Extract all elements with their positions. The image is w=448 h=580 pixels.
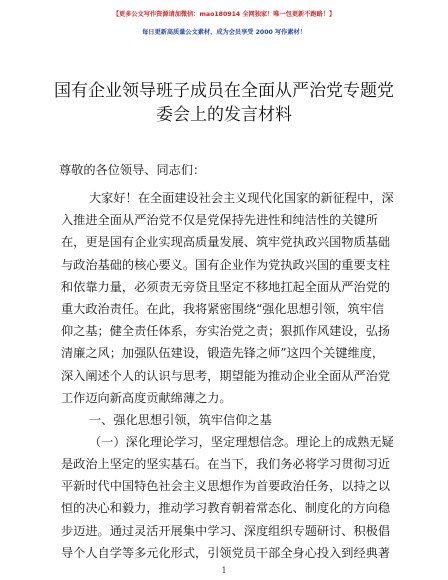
intro-line: 和依靠力量，必须责无旁贷且坚定不移地扛起全面从严治党的 [61, 280, 391, 294]
intro-line: 深入阐述个人的认识与思考，期望能为推动企业全面从严治党 [61, 369, 391, 383]
page-number: 1 [221, 566, 227, 575]
intro-line: 在，更是国有企业实现高质量发展、筑牢党执政兴国物质基础 [61, 235, 391, 249]
salutation: 尊敬的各位领导、同志们： [59, 163, 206, 177]
promo-banner-line-2: 每日更新高质量公文素材，成为会员享受 2000 写作素材！ [142, 29, 306, 36]
document-title-line-1: 国有企业领导班子成员在全面从严治党专题党 [54, 81, 394, 101]
subsection-line: 是政治上坚定的坚实基石。在当下，我们务必将学习贯彻习近 [61, 457, 391, 471]
promo-banner-line-1: 【更多公文写作资源请加微信：mao180914 全网独家！唯一包更新不跑路！】 [112, 11, 336, 18]
subsection-line: 导个人自学等多元化形式，引领党员干部全身心投入到经典著 [61, 546, 391, 560]
intro-line: 与政治基础的核心要义。国有企业作为党执政兴国的重要支柱 [61, 258, 391, 272]
intro-line: 工作迈向新高度贡献绵薄之力。 [61, 391, 232, 405]
document-title-line-2: 委会上的发言材料 [156, 105, 292, 125]
section-heading: 一、强化思想引领，筑牢信仰之基 [89, 413, 272, 427]
intro-line: 仰之基；健全责任体系，夯实治党之责；狠抓作风建设，弘扬 [61, 324, 391, 338]
intro-line: 清廉之风；加强队伍建设，锻造先锋之师”这四个关键维度， [61, 346, 385, 360]
subsection-line: （一）深化理论学习，坚定理想信念。理论上的成熟无疑 [89, 435, 394, 449]
intro-line: 入推进全面从严治党不仅是党保持先进性和纯洁性的关键所 [61, 213, 378, 227]
intro-line: 重大政治责任。在此，我将紧密围绕“强化思想引领，筑牢信 [61, 302, 385, 316]
subsection-line: 恒的决心和毅力，推动学习教育朝着常态化、制度化的方向稳 [61, 501, 391, 515]
intro-line: 大家好！在全面建设社会主义现代化国家的新征程中，深 [89, 191, 394, 205]
subsection-line: 平新时代中国特色社会主义思想作为首要政治任务，以持之以 [61, 479, 391, 493]
subsection-line: 步迈进。通过灵活开展集中学习、深度组织专题研讨、积极倡 [61, 524, 391, 538]
